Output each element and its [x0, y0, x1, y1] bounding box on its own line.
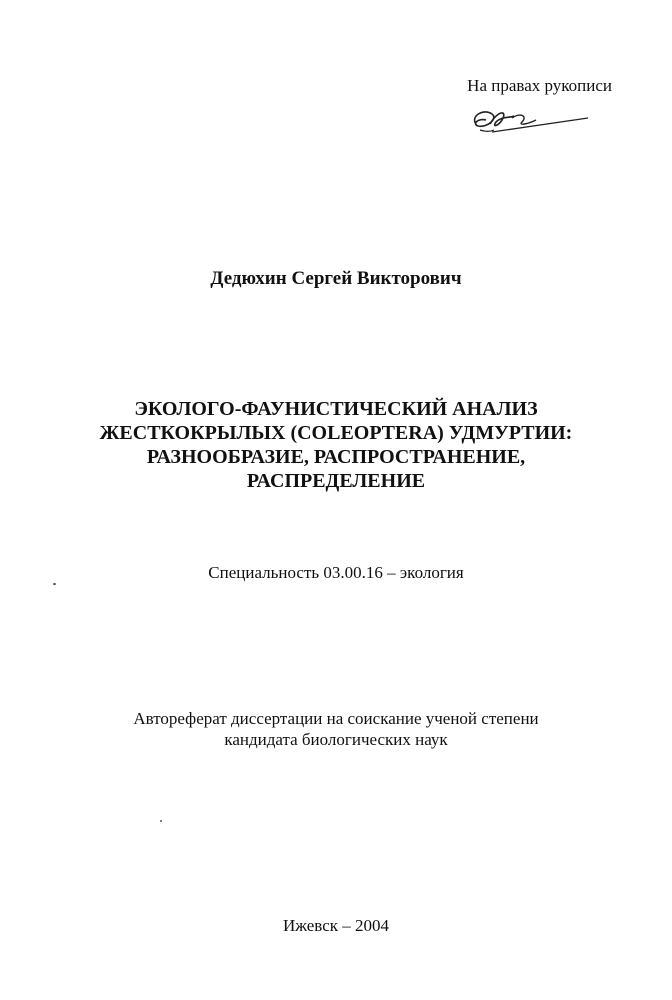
title-line: ЭКОЛОГО-ФАУНИСТИЧЕСКИЙ АНАЛИЗ — [134, 398, 538, 420]
title-line: ЖЕСТКОКРЫЛЫХ (COLEOPTERA) УДМУРТИИ: — [99, 422, 573, 444]
abstract-description — [0, 708, 672, 750]
title-line: РАЗНООБРАЗИЕ, РАСПРОСТРАНЕНИЕ, — [146, 446, 526, 468]
abstract-line: Автореферат диссертации на соискание ученой степени — [133, 709, 539, 728]
signature-icon — [462, 102, 590, 142]
scan-speck — [160, 820, 162, 822]
scan-speck — [53, 583, 56, 585]
specialty-line: Специальность 03.00.16 – экология — [208, 563, 464, 582]
author-name: Дедюхин Сергей Викторович — [210, 268, 462, 289]
abstract-line: кандидата биологических наук — [224, 730, 448, 749]
place-and-year: Ижевск – 2004 — [282, 916, 390, 935]
dissertation-title — [0, 397, 672, 493]
rights-notice: На правах рукописи — [467, 76, 612, 95]
title-line: РАСПРЕДЕЛЕНИЕ — [246, 470, 426, 492]
